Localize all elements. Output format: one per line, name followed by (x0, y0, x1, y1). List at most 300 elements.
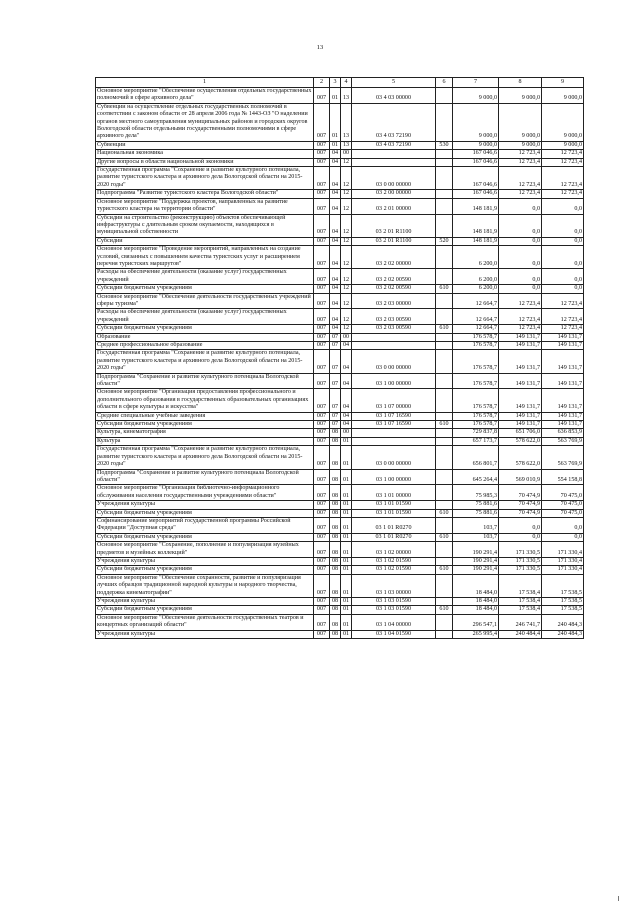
target-article-cell: 03 2 02 00000 (352, 246, 436, 269)
section-cell: 04 (330, 198, 341, 214)
amount-cell: 103,7 (453, 533, 499, 541)
table-row (96, 437, 584, 445)
section-cell: 01 (330, 103, 341, 141)
subsection-cell: 04 (341, 373, 352, 389)
section-cell: 08 (330, 566, 341, 574)
subsection-cell: 12 (341, 246, 352, 269)
table-row (96, 566, 584, 574)
amount-cell: 149 131,7 (542, 342, 584, 350)
amount-cell: 0,0 (499, 237, 542, 245)
amount-cell: 149 131,7 (499, 342, 542, 350)
table-row (96, 509, 584, 517)
target-article-cell: 03 1 04 01590 (352, 630, 436, 638)
section-cell: 08 (330, 446, 341, 469)
amount-cell: 171 330,5 (499, 566, 542, 574)
amount-cell: 554 158,8 (542, 469, 584, 485)
amount-cell: 9 000,0 (453, 88, 499, 104)
subsection-cell: 01 (341, 437, 352, 445)
code-cell: 007 (314, 566, 330, 574)
amount-cell: 17 538,4 (499, 574, 542, 597)
amount-cell: 149 131,7 (499, 333, 542, 341)
subsection-cell: 01 (341, 517, 352, 533)
target-article-cell: 03 1 02 01590 (352, 557, 436, 565)
section-cell: 01 (330, 141, 341, 149)
amount-cell: 9 000,0 (453, 103, 499, 141)
expense-type-cell (436, 373, 453, 389)
target-article-cell: 03 0 00 00000 (352, 350, 436, 373)
target-article-cell: 03 1 04 00000 (352, 614, 436, 630)
row-name-cell: Субсидии бюджетным учреждениям (96, 285, 314, 293)
row-name-cell: Учреждения культуры (96, 630, 314, 638)
section-cell: 04 (330, 150, 341, 158)
subsection-cell: 04 (341, 350, 352, 373)
target-article-cell: 03 1 02 01590 (352, 566, 436, 574)
table-row (96, 158, 584, 166)
amount-cell: 12 723,4 (542, 150, 584, 158)
target-article-cell: 03 1 01 R0270 (352, 533, 436, 541)
section-cell: 04 (330, 190, 341, 198)
expense-type-cell: 520 (436, 237, 453, 245)
subsection-cell: 12 (341, 167, 352, 190)
amount-cell: 0,0 (542, 285, 584, 293)
table-row (96, 214, 584, 237)
expense-type-cell (436, 150, 453, 158)
subsection-cell: 01 (341, 446, 352, 469)
amount-cell: 0,0 (542, 269, 584, 285)
expense-type-cell (436, 598, 453, 606)
amount-cell: 103,7 (453, 517, 499, 533)
header-cell: 3 (330, 78, 341, 88)
section-cell: 01 (330, 88, 341, 104)
code-cell: 007 (314, 333, 330, 341)
row-name-cell: Основное мероприятие "Организация библиотечно-информационного обслуживания населения государственными учреждениями области" (96, 485, 314, 501)
expense-type-cell (436, 412, 453, 420)
row-name-cell: Основное мероприятие "Сохранение, пополнение и популяризация музейных предметов и музейных коллекций" (96, 542, 314, 558)
amount-cell: 246 741,7 (499, 614, 542, 630)
subsection-cell: 12 (341, 190, 352, 198)
code-cell: 007 (314, 389, 330, 412)
code-cell: 007 (314, 141, 330, 149)
row-name-cell: Основное мероприятие "Обеспечение сохранности, развитие и популяризация лучших образцов традиционной народной культуры и народного творчества, поддержка кинематографии" (96, 574, 314, 597)
row-name-cell: Субсидии бюджетным учреждениям (96, 509, 314, 517)
table-row (96, 429, 584, 437)
row-name-cell: Основное мероприятие "Обеспечение деятельности государственных театров и концертных организаций области" (96, 614, 314, 630)
row-name-cell: Субсидии бюджетным учреждениям (96, 606, 314, 614)
amount-cell: 167 046,6 (453, 158, 499, 166)
target-article-cell: 03 4 03 72190 (352, 103, 436, 141)
code-cell: 007 (314, 293, 330, 309)
section-cell: 04 (330, 214, 341, 237)
table-row (96, 342, 584, 350)
row-name-cell: Государственная программа "Сохранение и развитие культурного потенциала, развитие туристского кластера и архивного дела Вологодской области на 2015-2020 годы" (96, 350, 314, 373)
expense-type-cell (436, 542, 453, 558)
amount-cell: 569 010,9 (499, 469, 542, 485)
target-article-cell: 03 1 02 00000 (352, 542, 436, 558)
amount-cell: 12 723,4 (499, 190, 542, 198)
subsection-cell: 12 (341, 214, 352, 237)
target-article-cell: 03 1 07 16590 (352, 421, 436, 429)
row-name-cell: Софинансирование мероприятий государственной программы Российской Федерации "Доступная среда" (96, 517, 314, 533)
subsection-cell: 04 (341, 342, 352, 350)
table-row (96, 485, 584, 501)
subsection-cell: 01 (341, 606, 352, 614)
budget-table (95, 77, 584, 639)
table-row (96, 557, 584, 565)
amount-cell: 651 706,0 (499, 429, 542, 437)
expense-type-cell (436, 446, 453, 469)
table-row (96, 574, 584, 597)
amount-cell: 12 723,4 (499, 325, 542, 333)
row-name-cell: Основное мероприятие "Обеспечение осуществления отдельных государственных полномочий в сфере архивного дела" (96, 88, 314, 104)
amount-cell: 70 475,0 (542, 501, 584, 509)
target-article-cell: 03 2 01 R1100 (352, 237, 436, 245)
section-cell: 04 (330, 325, 341, 333)
amount-cell: 167 046,6 (453, 190, 499, 198)
table-row (96, 469, 584, 485)
row-name-cell: Субсидии бюджетным учреждениям (96, 533, 314, 541)
section-cell: 04 (330, 167, 341, 190)
table-row (96, 598, 584, 606)
table-row (96, 333, 584, 341)
subsection-cell: 12 (341, 309, 352, 325)
expense-type-cell (436, 501, 453, 509)
code-cell: 007 (314, 598, 330, 606)
amount-cell: 9 000,0 (453, 141, 499, 149)
amount-cell: 12 723,4 (499, 150, 542, 158)
section-cell: 08 (330, 614, 341, 630)
amount-cell: 12 723,4 (542, 293, 584, 309)
table-row (96, 446, 584, 469)
amount-cell: 190 291,4 (453, 566, 499, 574)
amount-cell: 18 484,0 (453, 574, 499, 597)
amount-cell: 149 131,7 (542, 333, 584, 341)
amount-cell: 0,0 (499, 269, 542, 285)
amount-cell: 6 200,0 (453, 246, 499, 269)
target-article-cell: 03 1 07 00000 (352, 389, 436, 412)
row-name-cell: Учреждения культуры (96, 501, 314, 509)
code-cell: 007 (314, 437, 330, 445)
expense-type-cell (436, 309, 453, 325)
code-cell: 007 (314, 246, 330, 269)
table-row (96, 389, 584, 412)
expense-type-cell (436, 158, 453, 166)
code-cell: 007 (314, 517, 330, 533)
amount-cell: 296 547,1 (453, 614, 499, 630)
section-cell: 08 (330, 542, 341, 558)
target-article-cell (352, 150, 436, 158)
expense-type-cell (436, 557, 453, 565)
section-cell: 08 (330, 606, 341, 614)
amount-cell: 9 000,0 (542, 141, 584, 149)
expense-type-cell (436, 614, 453, 630)
amount-cell: 9 000,0 (542, 88, 584, 104)
code-cell: 007 (314, 574, 330, 597)
subsection-cell: 01 (341, 630, 352, 638)
code-cell: 007 (314, 269, 330, 285)
row-name-cell: Учреждения культуры (96, 557, 314, 565)
code-cell: 007 (314, 509, 330, 517)
amount-cell: 148 181,9 (453, 198, 499, 214)
code-cell: 007 (314, 421, 330, 429)
header-row (96, 78, 584, 88)
code-cell: 007 (314, 501, 330, 509)
expense-type-cell (436, 574, 453, 597)
code-cell: 007 (314, 158, 330, 166)
amount-cell: 149 131,7 (499, 412, 542, 420)
subsection-cell: 01 (341, 598, 352, 606)
header-cell: 9 (542, 78, 584, 88)
target-article-cell: 03 1 03 00000 (352, 574, 436, 597)
amount-cell: 75 881,6 (453, 509, 499, 517)
target-article-cell: 03 2 02 00590 (352, 285, 436, 293)
amount-cell: 6 200,0 (453, 285, 499, 293)
target-article-cell: 03 1 00 00000 (352, 469, 436, 485)
expense-type-cell (436, 333, 453, 341)
row-name-cell: Расходы на обеспечение деятельности (оказание услуг) государственных учреждений (96, 269, 314, 285)
amount-cell: 240 484,4 (499, 630, 542, 638)
amount-cell: 149 131,7 (542, 373, 584, 389)
amount-cell: 12 723,4 (542, 325, 584, 333)
table-row (96, 373, 584, 389)
amount-cell: 70 475,0 (542, 485, 584, 501)
amount-cell: 171 330,5 (499, 542, 542, 558)
code-cell: 007 (314, 429, 330, 437)
amount-cell: 0,0 (499, 214, 542, 237)
section-cell: 07 (330, 342, 341, 350)
code-cell: 007 (314, 606, 330, 614)
table-row (96, 517, 584, 533)
row-name-cell: Субсидии на строительство (реконструкцию) объектов обеспечивающей инфраструктуры с длительным сроком окупаемости, находящихся в муниципальной собственности (96, 214, 314, 237)
code-cell: 007 (314, 167, 330, 190)
section-cell: 07 (330, 333, 341, 341)
amount-cell: 0,0 (542, 214, 584, 237)
target-article-cell: 03 1 03 01590 (352, 598, 436, 606)
target-article-cell (352, 437, 436, 445)
header-cell: 7 (453, 78, 499, 88)
section-cell: 08 (330, 437, 341, 445)
amount-cell: 70 474,9 (499, 501, 542, 509)
amount-cell: 12 723,4 (499, 309, 542, 325)
target-article-cell: 03 2 01 00000 (352, 198, 436, 214)
code-cell: 007 (314, 542, 330, 558)
row-name-cell: Основное мероприятие "Обеспечение деятельности государственных учреждений сферы туризма" (96, 293, 314, 309)
section-cell: 04 (330, 309, 341, 325)
row-name-cell: Другие вопросы в области национальной экономики (96, 158, 314, 166)
section-cell: 08 (330, 485, 341, 501)
amount-cell: 176 578,7 (453, 421, 499, 429)
code-cell: 007 (314, 285, 330, 293)
target-article-cell: 03 0 00 00000 (352, 167, 436, 190)
target-article-cell: 03 1 01 01590 (352, 509, 436, 517)
amount-cell: 240 484,3 (542, 614, 584, 630)
expense-type-cell (436, 389, 453, 412)
row-name-cell: Субсидии бюджетным учреждениям (96, 325, 314, 333)
amount-cell: 12 723,4 (499, 158, 542, 166)
scan-mark (618, 896, 619, 901)
section-cell: 08 (330, 630, 341, 638)
amount-cell: 167 046,6 (453, 167, 499, 190)
code-cell: 007 (314, 614, 330, 630)
subsection-cell: 12 (341, 285, 352, 293)
amount-cell: 0,0 (499, 285, 542, 293)
header-cell: 2 (314, 78, 330, 88)
code-cell: 007 (314, 88, 330, 104)
code-cell: 007 (314, 557, 330, 565)
amount-cell: 176 578,7 (453, 350, 499, 373)
amount-cell: 12 664,7 (453, 325, 499, 333)
expense-type-cell (436, 350, 453, 373)
subsection-cell: 13 (341, 103, 352, 141)
amount-cell: 17 538,4 (499, 606, 542, 614)
code-cell: 007 (314, 103, 330, 141)
subsection-cell: 01 (341, 469, 352, 485)
section-cell: 08 (330, 429, 341, 437)
expense-type-cell: 610 (436, 533, 453, 541)
amount-cell: 149 131,7 (542, 421, 584, 429)
table-row (96, 309, 584, 325)
amount-cell: 190 291,4 (453, 542, 499, 558)
row-name-cell: Субсидии бюджетным учреждениям (96, 421, 314, 429)
amount-cell: 171 330,4 (542, 566, 584, 574)
table-row (96, 198, 584, 214)
expense-type-cell: 530 (436, 141, 453, 149)
subsection-cell: 01 (341, 614, 352, 630)
amount-cell: 70 474,9 (499, 485, 542, 501)
expense-type-cell (436, 167, 453, 190)
expense-type-cell (436, 88, 453, 104)
row-name-cell: Учреждения культуры (96, 598, 314, 606)
row-name-cell: Субсидии бюджетным учреждениям (96, 566, 314, 574)
subsection-cell: 01 (341, 501, 352, 509)
table-row (96, 190, 584, 198)
section-cell: 04 (330, 237, 341, 245)
expense-type-cell: 610 (436, 421, 453, 429)
code-cell: 007 (314, 150, 330, 158)
section-cell: 08 (330, 533, 341, 541)
amount-cell: 265 995,4 (453, 630, 499, 638)
table-row (96, 533, 584, 541)
expense-type-cell (436, 103, 453, 141)
section-cell: 07 (330, 350, 341, 373)
header-cell: 4 (341, 78, 352, 88)
expense-type-cell: 610 (436, 509, 453, 517)
subsection-cell: 01 (341, 533, 352, 541)
code-cell: 007 (314, 309, 330, 325)
row-name-cell: Подпрограмма "Сохранение и развитие культурного потенциала Вологодской области" (96, 373, 314, 389)
target-article-cell (352, 333, 436, 341)
row-name-cell: Государственная программа "Сохранение и развитие культурного потенциала, развитие туристского кластера и архивного дела Вологодской области на 2015-2020 годы" (96, 446, 314, 469)
row-name-cell: Основное мероприятие "Проведение мероприятий, направленных на создание условий, связанных с повышением качества туристских услуг и расширением перечня туристских маршрутов" (96, 246, 314, 269)
subsection-cell: 00 (341, 333, 352, 341)
subsection-cell: 12 (341, 269, 352, 285)
header-cell: 6 (436, 78, 453, 88)
section-cell: 04 (330, 293, 341, 309)
subsection-cell: 01 (341, 557, 352, 565)
section-cell: 04 (330, 246, 341, 269)
table-row (96, 325, 584, 333)
row-name-cell: Субвенции на осуществление отдельных государственных полномочий в соответствии с законом области от 28 апреля 2006 года № 1443-ОЗ "О наделении органов местного самоуправления муниципальных районов и городских округов Вологодской области отдельными государственными полномочиями в сфере архивного дела" (96, 103, 314, 141)
table-row (96, 614, 584, 630)
row-name-cell: Образование (96, 333, 314, 341)
amount-cell: 149 131,7 (499, 350, 542, 373)
section-cell: 07 (330, 389, 341, 412)
expense-type-cell (436, 517, 453, 533)
row-name-cell: Государственная программа "Сохранение и развитие культурного потенциала, развитие туристского кластера и архивного дела Вологодской области на 2015-2020 годы" (96, 167, 314, 190)
amount-cell: 578 622,0 (499, 446, 542, 469)
section-cell: 08 (330, 501, 341, 509)
section-cell: 08 (330, 517, 341, 533)
amount-cell: 17 538,5 (542, 598, 584, 606)
amount-cell: 240 484,3 (542, 630, 584, 638)
code-cell: 007 (314, 342, 330, 350)
table-row (96, 293, 584, 309)
amount-cell: 645 264,4 (453, 469, 499, 485)
subsection-cell: 12 (341, 237, 352, 245)
amount-cell: 167 046,6 (453, 150, 499, 158)
amount-cell: 171 330,4 (542, 542, 584, 558)
amount-cell: 0,0 (542, 517, 584, 533)
target-article-cell: 03 1 03 01590 (352, 606, 436, 614)
amount-cell: 75 985,3 (453, 485, 499, 501)
code-cell: 007 (314, 237, 330, 245)
code-cell: 007 (314, 350, 330, 373)
section-cell: 04 (330, 269, 341, 285)
amount-cell: 578 622,0 (499, 437, 542, 445)
section-cell: 04 (330, 158, 341, 166)
amount-cell: 9 000,0 (499, 88, 542, 104)
subsection-cell: 12 (341, 293, 352, 309)
subsection-cell: 04 (341, 421, 352, 429)
row-name-cell: Средние специальные учебные заведения (96, 412, 314, 420)
target-article-cell: 03 2 03 00590 (352, 309, 436, 325)
expense-type-cell (436, 485, 453, 501)
row-name-cell: Культура, кинематография (96, 429, 314, 437)
target-article-cell (352, 342, 436, 350)
code-cell: 007 (314, 214, 330, 237)
target-article-cell: 03 1 07 16590 (352, 412, 436, 420)
row-name-cell: Субсидии (96, 237, 314, 245)
expense-type-cell (436, 190, 453, 198)
amount-cell: 17 538,5 (542, 606, 584, 614)
amount-cell: 563 769,9 (542, 437, 584, 445)
amount-cell: 9 000,0 (542, 103, 584, 141)
code-cell: 007 (314, 485, 330, 501)
target-article-cell: 03 1 00 00000 (352, 373, 436, 389)
amount-cell: 148 181,9 (453, 237, 499, 245)
table-row (96, 141, 584, 149)
expense-type-cell (436, 214, 453, 237)
subsection-cell: 01 (341, 566, 352, 574)
amount-cell: 9 000,0 (499, 141, 542, 149)
amount-cell: 17 538,5 (542, 574, 584, 597)
section-cell: 08 (330, 469, 341, 485)
section-cell: 07 (330, 421, 341, 429)
expense-type-cell: 610 (436, 566, 453, 574)
section-cell: 08 (330, 509, 341, 517)
subsection-cell: 00 (341, 150, 352, 158)
expense-type-cell (436, 342, 453, 350)
target-article-cell: 03 2 01 R1100 (352, 214, 436, 237)
section-cell: 04 (330, 285, 341, 293)
amount-cell: 18 484,0 (453, 598, 499, 606)
expense-type-cell: 610 (436, 325, 453, 333)
target-article-cell: 03 1 01 R0270 (352, 517, 436, 533)
subsection-cell: 12 (341, 198, 352, 214)
header-cell: 1 (96, 78, 314, 88)
section-cell: 08 (330, 598, 341, 606)
subsection-cell: 04 (341, 412, 352, 420)
table-row (96, 269, 584, 285)
